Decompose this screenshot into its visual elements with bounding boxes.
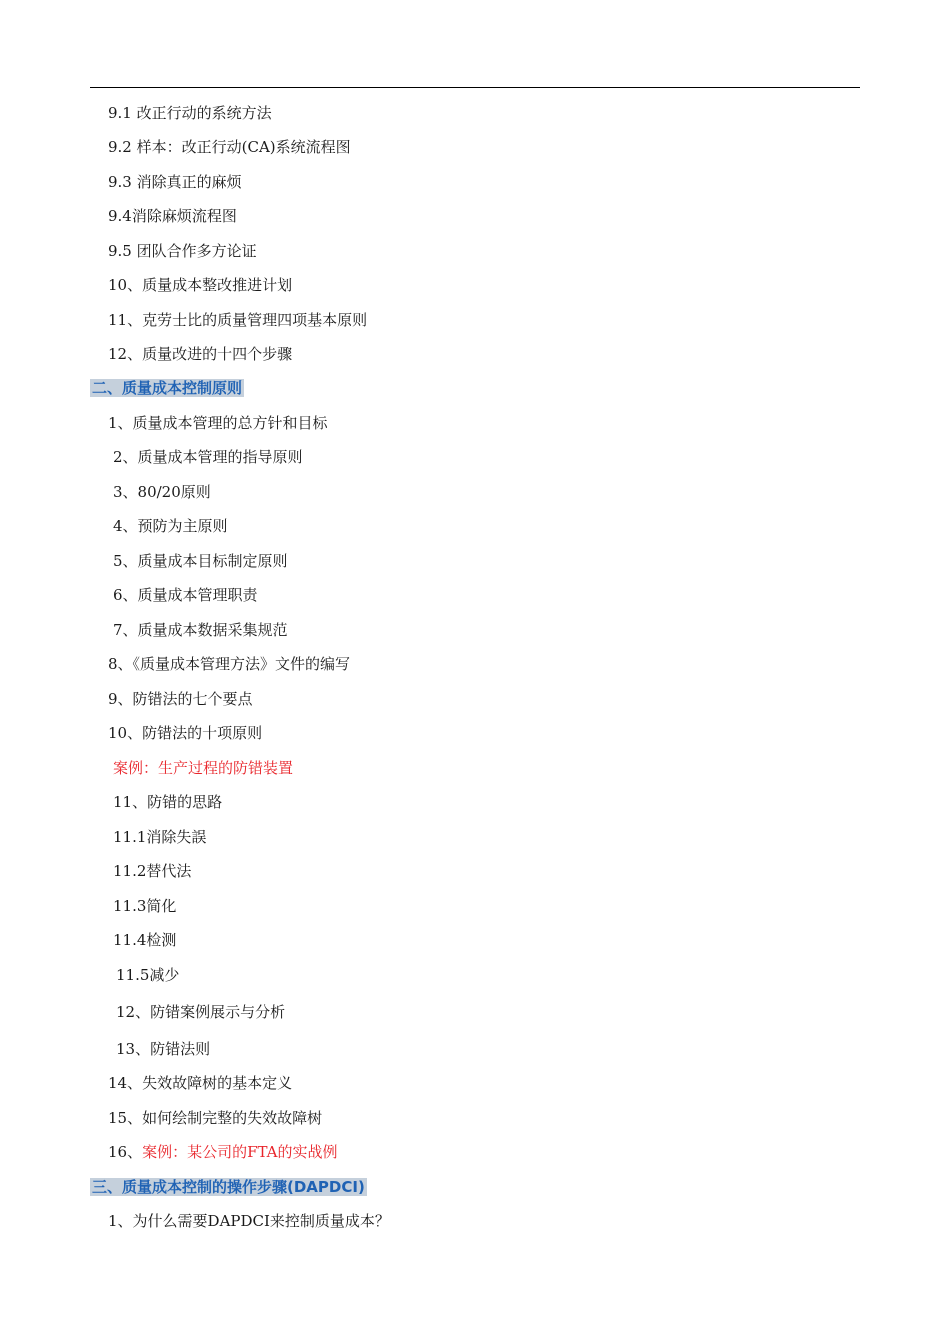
list-item: 1、质量成本管理的总方针和目标 — [108, 414, 328, 432]
list-item: 9.3 消除真正的麻烦 — [108, 173, 242, 191]
list-item: 15、如何绘制完整的失效故障树 — [108, 1109, 323, 1127]
list-item: 8、《质量成本管理方法》文件的编写 — [108, 655, 351, 673]
list-item: 1、为什么需要DAPDCI来控制质量成本？ — [108, 1212, 390, 1230]
list-item: 9.1 改正行动的系统方法 — [108, 104, 272, 122]
list-item — [108, 1142, 338, 1162]
case-item: 案例：某公司的FTA的实战例 — [142, 1143, 338, 1161]
list-item: 11.4检测 — [113, 931, 177, 949]
list-item: 11.2替代法 — [113, 862, 192, 880]
list-item: 11.3简化 — [113, 897, 177, 915]
section-heading-wrap — [90, 1177, 367, 1197]
list-item: 14、失效故障树的基本定义 — [108, 1074, 293, 1092]
case-item: 案例：生产过程的防错装置 — [113, 759, 294, 777]
list-item: 11.5减少 — [116, 966, 180, 984]
list-item: 13、防错法则 — [116, 1040, 211, 1058]
list-item: 10、质量成本整改推进计划 — [108, 276, 293, 294]
section-heading-wrap — [90, 378, 244, 398]
list-item: 12、防错案例展示与分析 — [116, 1003, 286, 1021]
list-item: 7、质量成本数据采集规范 — [113, 621, 288, 639]
list-item: 9.4消除麻烦流程图 — [108, 207, 237, 225]
list-item-number: 16、 — [108, 1143, 143, 1161]
list-item: 5、质量成本目标制定原则 — [113, 552, 288, 570]
list-item: 9、防错法的七个要点 — [108, 690, 253, 708]
list-item: 11、克劳士比的质量管理四项基本原则 — [108, 311, 368, 329]
section-heading: 二、质量成本控制原则 — [92, 379, 243, 397]
list-item: 9.2 样本：改正行动(CA)系统流程图 — [108, 138, 351, 156]
list-item: 11.1消除失誤 — [113, 828, 207, 846]
list-item: 3、80/20原则 — [113, 483, 211, 501]
section-heading: 三、质量成本控制的操作步骤(DAPDCI) — [92, 1178, 365, 1196]
list-item: 12、质量改进的十四个步骤 — [108, 345, 293, 363]
list-item: 6、质量成本管理职责 — [113, 586, 258, 604]
list-item: 2、质量成本管理的指导原则 — [113, 448, 303, 466]
list-item: 4、预防为主原则 — [113, 517, 228, 535]
list-item: 11、防错的思路 — [113, 793, 223, 811]
header-rule — [90, 87, 860, 88]
list-item: 9.5 团队合作多方论证 — [108, 242, 257, 260]
list-item: 10、防错法的十项原则 — [108, 724, 263, 742]
